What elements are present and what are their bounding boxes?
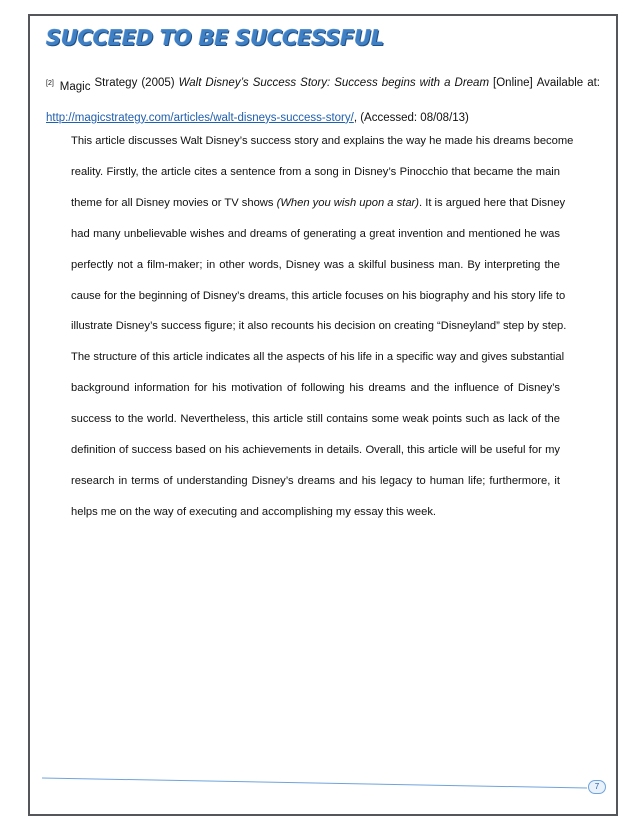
reference-link[interactable]: http://magicstrategy.com/articles/walt-disneys-success-story/ bbox=[46, 111, 354, 124]
reference-word: a bbox=[444, 77, 451, 89]
article-summary bbox=[71, 126, 574, 528]
reference-marker: [2] bbox=[46, 80, 54, 87]
reference-word: Walt bbox=[178, 77, 202, 89]
reference-word: [Online] bbox=[493, 77, 533, 89]
reference-word: Success bbox=[252, 77, 297, 89]
summary-paragraph bbox=[71, 126, 574, 528]
summary-line: The structure of this article indicates all the aspects of his life in a specific way and gives substantial bbox=[71, 351, 565, 364]
reference-word: at: bbox=[587, 77, 600, 89]
reference-word: Success bbox=[334, 77, 378, 89]
reference-word: Story: bbox=[300, 77, 331, 89]
page-number: 7 bbox=[588, 780, 606, 794]
footer-rule bbox=[42, 776, 602, 790]
reference-word: Disney’s bbox=[205, 77, 249, 89]
reference-word: begins bbox=[381, 77, 416, 89]
summary-line: research in terms of understanding Disney’s dreams and his legacy to human life; furthermore, it bbox=[71, 474, 560, 487]
reference-word: Dream bbox=[454, 77, 490, 89]
reference-word: Strategy bbox=[94, 77, 138, 89]
summary-line: background information for his motivation of following his dreams and the influence of Disney’s bbox=[71, 382, 560, 395]
summary-line: reality. Firstly, the article cites a sentence from a song in Disney’s Pinocchio that became the main bbox=[71, 165, 560, 178]
summary-line: helps me on the way of executing and accomplishing my essay this week. bbox=[71, 505, 437, 518]
reference-word: with bbox=[419, 77, 441, 89]
summary-line: This article discusses Walt Disney’s success story and explains the way he made his dreams become bbox=[71, 135, 574, 147]
reference-word: Available bbox=[536, 77, 584, 89]
page-title: SUCCEED TO BE SUCCESSFUL bbox=[46, 26, 385, 50]
summary-line: success to the world. Nevertheless, this article still contains some weak points such as lack of the bbox=[71, 413, 560, 426]
summary-line: cause for the beginning of Disney’s dreams, this article focuses on his biography and his story life to bbox=[71, 289, 566, 302]
reference-accessed: , (Accessed: 08/08/13) bbox=[353, 111, 469, 124]
summary-line: definition of success based on his achievements in details. Overall, this article will be useful for my bbox=[71, 444, 560, 457]
song-title: (When you wish upon a star) bbox=[276, 196, 419, 209]
reference-word: (2005) bbox=[141, 77, 175, 89]
reference-line-1 bbox=[46, 68, 600, 103]
reference-entry bbox=[46, 68, 600, 134]
summary-line: had many unbelievable wishes and dreams of generating a great invention and mentioned he was bbox=[71, 227, 560, 240]
summary-line: illustrate Disney’s success figure; it also recounts his decision on creating “Disneyland” step by step. bbox=[71, 320, 567, 333]
summary-line: theme for all Disney movies or TV shows (When you wish upon a star). It is argued here that Disney bbox=[71, 196, 566, 209]
reference-word: [2] Magic bbox=[46, 80, 91, 93]
summary-line: perfectly not a film-maker; in other words, Disney was a skilful business man. By interpreting the bbox=[71, 258, 560, 271]
document-page bbox=[28, 14, 618, 816]
